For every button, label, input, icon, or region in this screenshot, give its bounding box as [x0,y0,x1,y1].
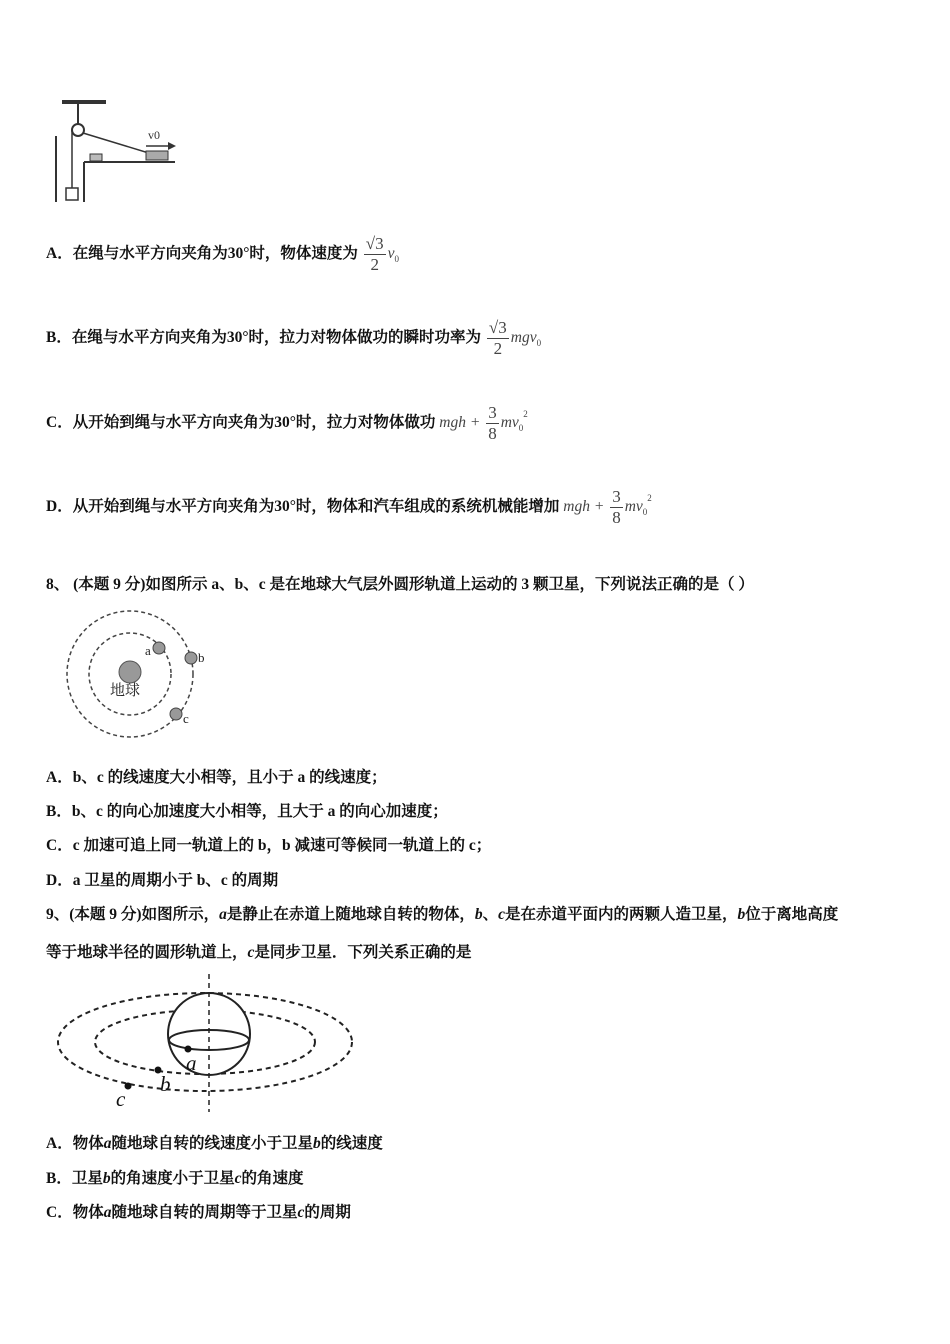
var-c: c [498,906,505,923]
object-a-label: a [186,1051,197,1075]
option-label: A． [46,245,73,263]
ceiling-bar [62,100,106,104]
q9-option-a [46,1131,383,1153]
option-label: A． [46,1135,73,1152]
stem-text: 位于离地高度 [745,906,839,923]
variable: mv [500,414,519,432]
satellite-c-icon [125,1083,132,1090]
q8-option-d [46,868,278,890]
q7-option-c [46,403,528,444]
var: b [102,1170,111,1187]
option-label: D． [46,872,73,889]
var: c [234,1170,242,1187]
subscript: 0 [642,507,648,518]
denominator: 2 [493,339,503,358]
option-text: b、c 的线速度大小相等，且小于 a 的线速度； [72,769,387,786]
option-text: 的周期 [304,1204,351,1221]
denominator: 8 [612,508,621,527]
formula-prefix: mgh + [563,498,609,516]
earth-icon [119,661,141,683]
option-text: b、c 的向心加速度大小相等，且大于 a 的向心加速度； [71,803,448,820]
option-text: 从开始到绳与水平方向夹角为30°时，拉力对物体做功 [72,414,436,432]
variable: v [387,245,395,263]
var-a: a [219,906,227,923]
q8-stem: 8、 (本题 9 分)如图所示 a、b、c 是在地球大气层外圆形轨道上运动的 3 颗卫星，下列说法正确的是（ ） [46,576,754,593]
fraction [487,318,509,359]
satellite-c-icon [170,708,182,720]
option-text: 物体 [72,1135,104,1152]
fraction [364,234,386,275]
formula-prefix: mgh + [439,414,485,432]
q8-option-c [46,833,491,855]
satellite-c-label: c [183,711,189,726]
option-text: 从开始到绳与水平方向夹角为30°时，物体和汽车组成的系统机械能增加 [72,498,560,516]
option-text: 的线速度 [320,1135,383,1152]
subscript: 0 [394,254,400,265]
q8-option-a [46,765,387,787]
car-body [146,151,168,160]
variable: mv [624,498,643,516]
option-text: 随地球自转的周期等于卫星 [111,1204,298,1221]
q9-option-c [46,1200,351,1222]
option-text: 卫星 [71,1170,103,1187]
subscript: 0 [536,338,542,349]
option-text: 物体 [72,1204,104,1221]
denominator: 2 [370,255,379,274]
satellite-b-icon [185,652,197,664]
satellite-b-label: b [160,1072,171,1096]
option-text: 的角速度小于卫星 [110,1170,235,1187]
option-label: B． [46,329,72,347]
option-text: a 卫星的周期小于 b、c 的周期 [72,872,279,889]
option-label: A． [46,769,73,786]
earth-label: 地球 [110,683,141,699]
var-c: c [247,944,255,961]
option-text: 随地球自转的线速度小于卫星 [111,1135,313,1152]
equatorial-orbit-diagram [52,972,358,1116]
option-text: c 加速可追上同一轨道上的 b，b 减速可等候同一轨道上的 c； [72,837,492,854]
numerator: 3 [488,403,497,422]
numerator: √3 [365,234,384,253]
q7-option-a [46,234,399,275]
q8-option-b [46,799,448,821]
stem-text: 是同步卫星．下列关系正确的是 [254,944,472,961]
var: c [297,1204,305,1221]
superscript: 2 [523,409,528,420]
stem-text: 9、(本题 9 分)如图所示， [46,906,220,923]
fraction [486,403,499,444]
stem-text: 是静止在赤道上随地球自转的物体， [226,906,475,923]
var: a [103,1135,112,1152]
option-label: C． [46,1204,73,1221]
option-text: 的角速度 [241,1170,304,1187]
var: b [312,1135,321,1152]
option-text: 在绳与水平方向夹角为30°时，物体速度为 [72,245,358,263]
var: a [103,1204,112,1221]
hanging-block [66,188,78,200]
option-label: B． [46,803,72,820]
option-label: D． [46,498,73,516]
variable: mgv [510,329,537,347]
orbit-diagram [60,606,220,742]
pulley-car-diagram [50,96,190,208]
satellite-b-label: b [198,650,205,665]
q9-option-b [46,1166,304,1188]
option-label: B． [46,1170,72,1187]
velocity-label: v0 [148,128,160,142]
fraction [610,487,623,528]
var-b: b [737,906,746,923]
rope-slanted [83,133,152,154]
subscript: 0 [518,423,524,434]
stem-text: 、 [482,906,499,923]
var-b: b [474,906,483,923]
denominator: 8 [488,424,497,443]
stem-text: 等于地球半径的圆形轨道上， [46,944,248,961]
numerator: √3 [488,318,507,337]
q9-stem-line1 [46,902,838,924]
stem-text: 是在赤道平面内的两颗人造卫星， [505,906,738,923]
option-label: C． [46,837,73,854]
satellite-c-label: c [116,1087,126,1111]
satellite-a-label: a [145,643,151,658]
satellite-a-icon [153,642,165,654]
q7-option-d [46,487,652,528]
numerator: 3 [612,487,621,506]
option-label: C． [46,414,73,432]
pulley [72,124,84,136]
q9-stem-line2 [46,940,471,962]
car-cab [90,154,102,161]
option-text: 在绳与水平方向夹角为30°时，拉力对物体做功的瞬时功率为 [71,329,482,347]
superscript: 2 [647,493,652,504]
q7-option-b [46,318,541,359]
